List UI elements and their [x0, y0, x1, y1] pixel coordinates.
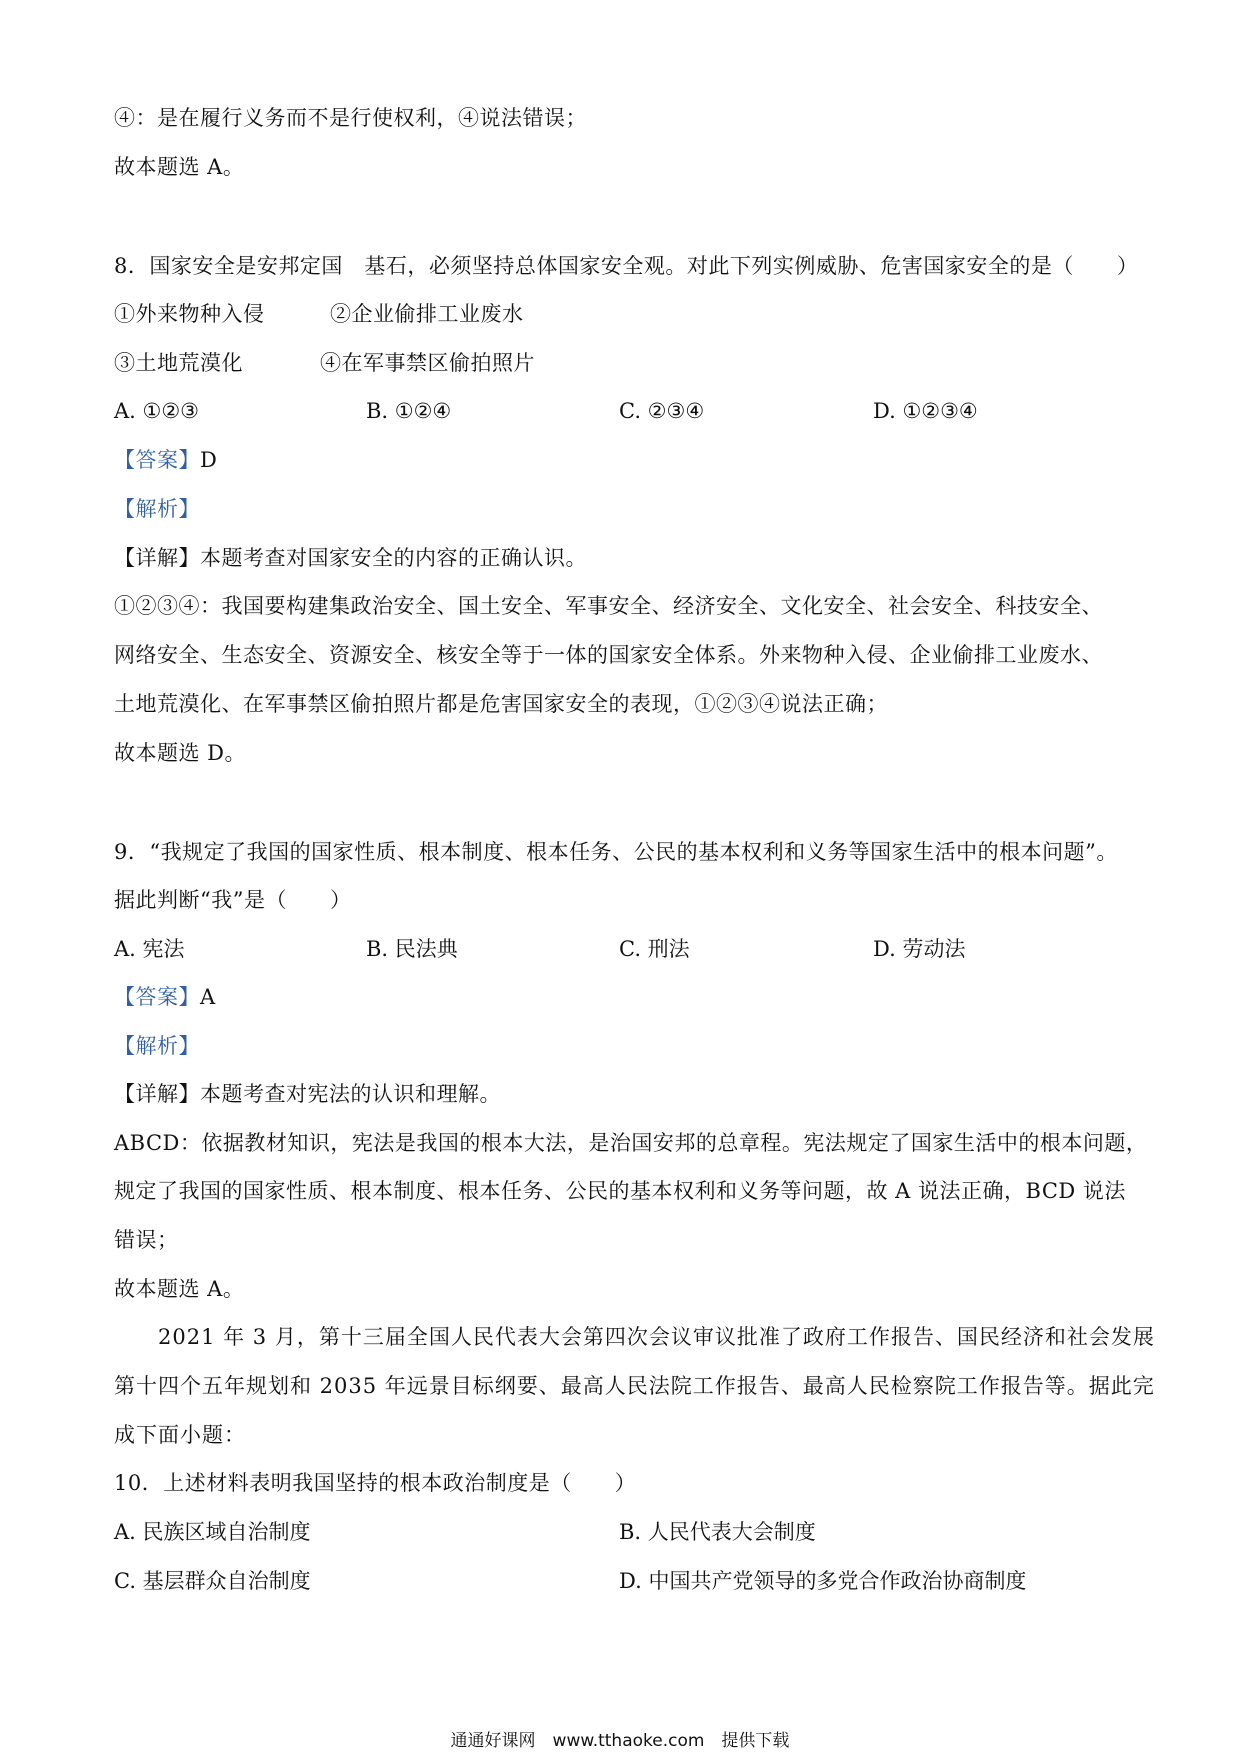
q9-answer-tag: 【答案】 — [114, 985, 200, 1009]
q9-answer-line — [114, 982, 216, 1012]
material-line-2: 第十四个五年规划和 2035 年远景目标纲要、最高人民法院工作报告、最高人民检察院工作报告等。据此完 — [114, 1374, 1155, 1398]
q8-option-c: C. ②③④ — [619, 399, 705, 423]
q9-detail-line — [114, 1079, 501, 1109]
q9-explanation-1: ABCD：依据教材知识，宪法是我国的根本大法，是治国安邦的总章程。宪法规定了国家生活中的根本问题， — [114, 1131, 1148, 1155]
q9-option-b: B. 民法典 — [366, 937, 458, 961]
q8-item-1: ①外来物种入侵 — [114, 302, 265, 326]
prev-explanation-line: ④：是在履行义务而不是行使权利，④说法错误； — [114, 106, 587, 130]
q10-stem: 10．上述材料表明我国坚持的根本政治制度是（ ） — [114, 1471, 637, 1495]
q8-conclusion: 故本题选 D。 — [114, 741, 247, 765]
q10-option-c: C. 基层群众自治制度 — [114, 1569, 311, 1593]
q9-answer-value: A — [200, 985, 216, 1009]
prev-conclusion: 故本题选 A。 — [114, 155, 245, 179]
q9-stem-1: 9．“我规定了我国的国家性质、根本制度、根本任务、公民的基本权利和义务等国家生活中的根本问题”。 — [114, 840, 1118, 864]
q8-detail-text: 本题考查对国家安全的内容的正确认识。 — [200, 546, 587, 570]
q8-explanation-3: 土地荒漠化、在军事禁区偷拍照片都是危害国家安全的表现，①②③④说法正确； — [114, 692, 888, 716]
q8-detail-tag: 【详解】 — [114, 546, 200, 570]
material-line-3: 成下面小题： — [114, 1423, 246, 1447]
q8-answer-line — [114, 445, 217, 475]
material-line-1: 2021 年 3 月，第十三届全国人民代表大会第四次会议审议批准了政府工作报告、国民经济和社会发展 — [158, 1325, 1155, 1349]
q8-explanation-1: ①②③④：我国要构建集政治安全、国土安全、军事安全、经济安全、文化安全、社会安全、科技安全、 — [114, 594, 1103, 618]
q8-answer-value: D — [200, 448, 218, 472]
q8-answer-tag: 【答案】 — [114, 448, 200, 472]
q8-item-2: ②企业偷排工业废水 — [330, 302, 524, 326]
q9-option-d: D. 劳动法 — [873, 937, 966, 961]
q9-stem-2: 据此判断“我”是（ ） — [114, 888, 352, 912]
page-footer: 通通好课网 www.tthaoke.com 提供下载 — [450, 1731, 790, 1751]
q9-explanation-2: 规定了我国的国家性质、根本制度、根本任务、公民的基本权利和义务等问题，故 A 说法正确，BCD 说法 — [114, 1179, 1126, 1203]
q8-option-d: D. ①②③④ — [873, 399, 978, 423]
q8-analysis-tag: 【解析】 — [114, 497, 200, 521]
q8-stem: 8．国家安全是安邦定国 基石，必须坚持总体国家安全观。对此下列实例威胁、危害国家安全的是（ ） — [114, 254, 1139, 278]
q8-detail-line — [114, 543, 587, 573]
q8-explanation-2: 网络安全、生态安全、资源安全、核安全等于一体的国家安全体系。外来物种入侵、企业偷排工业废水、 — [114, 643, 1103, 667]
q9-detail-text: 本题考查对宪法的认识和理解。 — [200, 1082, 501, 1106]
q10-option-d: D. 中国共产党领导的多党合作政治协商制度 — [619, 1569, 1027, 1593]
q9-option-a: A. 宪法 — [114, 937, 185, 961]
q8-option-b: B. ①②④ — [366, 399, 452, 423]
q10-option-b: B. 人民代表大会制度 — [619, 1520, 816, 1544]
q10-option-a: A. 民族区域自治制度 — [114, 1520, 311, 1544]
q9-detail-tag: 【详解】 — [114, 1082, 200, 1106]
q9-analysis-tag: 【解析】 — [114, 1034, 200, 1058]
q9-explanation-3: 错误； — [114, 1228, 179, 1252]
q9-conclusion: 故本题选 A。 — [114, 1277, 245, 1301]
q8-item-3: ③土地荒漠化 — [114, 351, 243, 375]
q8-item-4: ④在军事禁区偷拍照片 — [320, 351, 535, 375]
q9-analysis-line — [114, 1031, 200, 1061]
q8-option-a: A. ①②③ — [114, 399, 199, 423]
q9-option-c: C. 刑法 — [619, 937, 690, 961]
q8-analysis-line — [114, 494, 200, 524]
